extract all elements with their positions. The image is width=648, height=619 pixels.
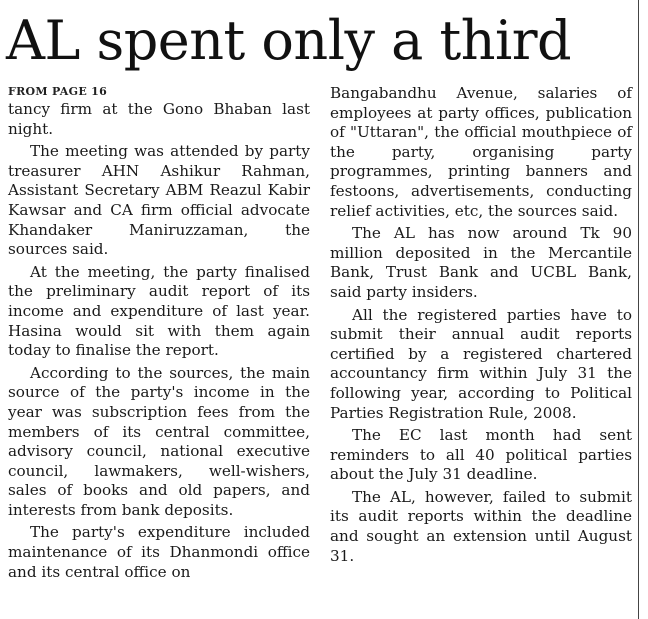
paragraph: The AL, however, failed to submit its audit reports within the deadline and sought an extension until August 31.	[330, 487, 632, 565]
paragraph: The AL has now around Tk 90 million deposited in the Mercantile Bank, Trust Bank and UCBL Bank, said party insiders.	[330, 224, 632, 301]
continuation-kicker: FROM PAGE 16	[8, 85, 108, 98]
article-column-right	[330, 84, 632, 569]
paragraph: The EC last month had sent reminders to all 40 political parties about the July 31 deadline.	[330, 426, 632, 484]
paragraph: Bangabandhu Avenue, salaries of employees at party offices, publication of "Uttaran", the official mouthpiece of the party, organising party programmes, printing banners and festoons, advertisements, conducting relief activities, etc, the sources said.	[330, 84, 632, 220]
article-column-left	[8, 84, 310, 585]
paragraph: At the meeting, the party finalised the preliminary audit report of its income and expenditure of last year. Hasina would sit with them again today to finalise the report.	[8, 262, 310, 360]
paragraph: The meeting was attended by party treasurer AHN Ashikur Rahman, Assistant Secretary ABM Reazul Kabir Kawsar and CA firm official advocate Khandaker Maniruzzaman, the sources said.	[8, 142, 310, 259]
column-rule	[638, 0, 639, 619]
headline: AL spent only a third	[6, 9, 572, 72]
paragraph: All the registered parties have to submit their annual audit reports certified by a registered chartered accountancy firm within July 31 the following year, according to Political Parties Registration Rule, 2008.	[330, 305, 632, 422]
paragraph: According to the sources, the main source of the party's income in the year was subscription fees from the members of its central committee, advisory council, national executive council, lawmakers, well-wishers, sales of books and old papers, and interests from bank deposits.	[8, 363, 310, 519]
paragraph: tancy firm at the Gono Bhaban last night.	[8, 100, 310, 138]
paragraph: The party's expenditure included maintenance of its Dhanmondi office and its central office on	[8, 523, 310, 581]
